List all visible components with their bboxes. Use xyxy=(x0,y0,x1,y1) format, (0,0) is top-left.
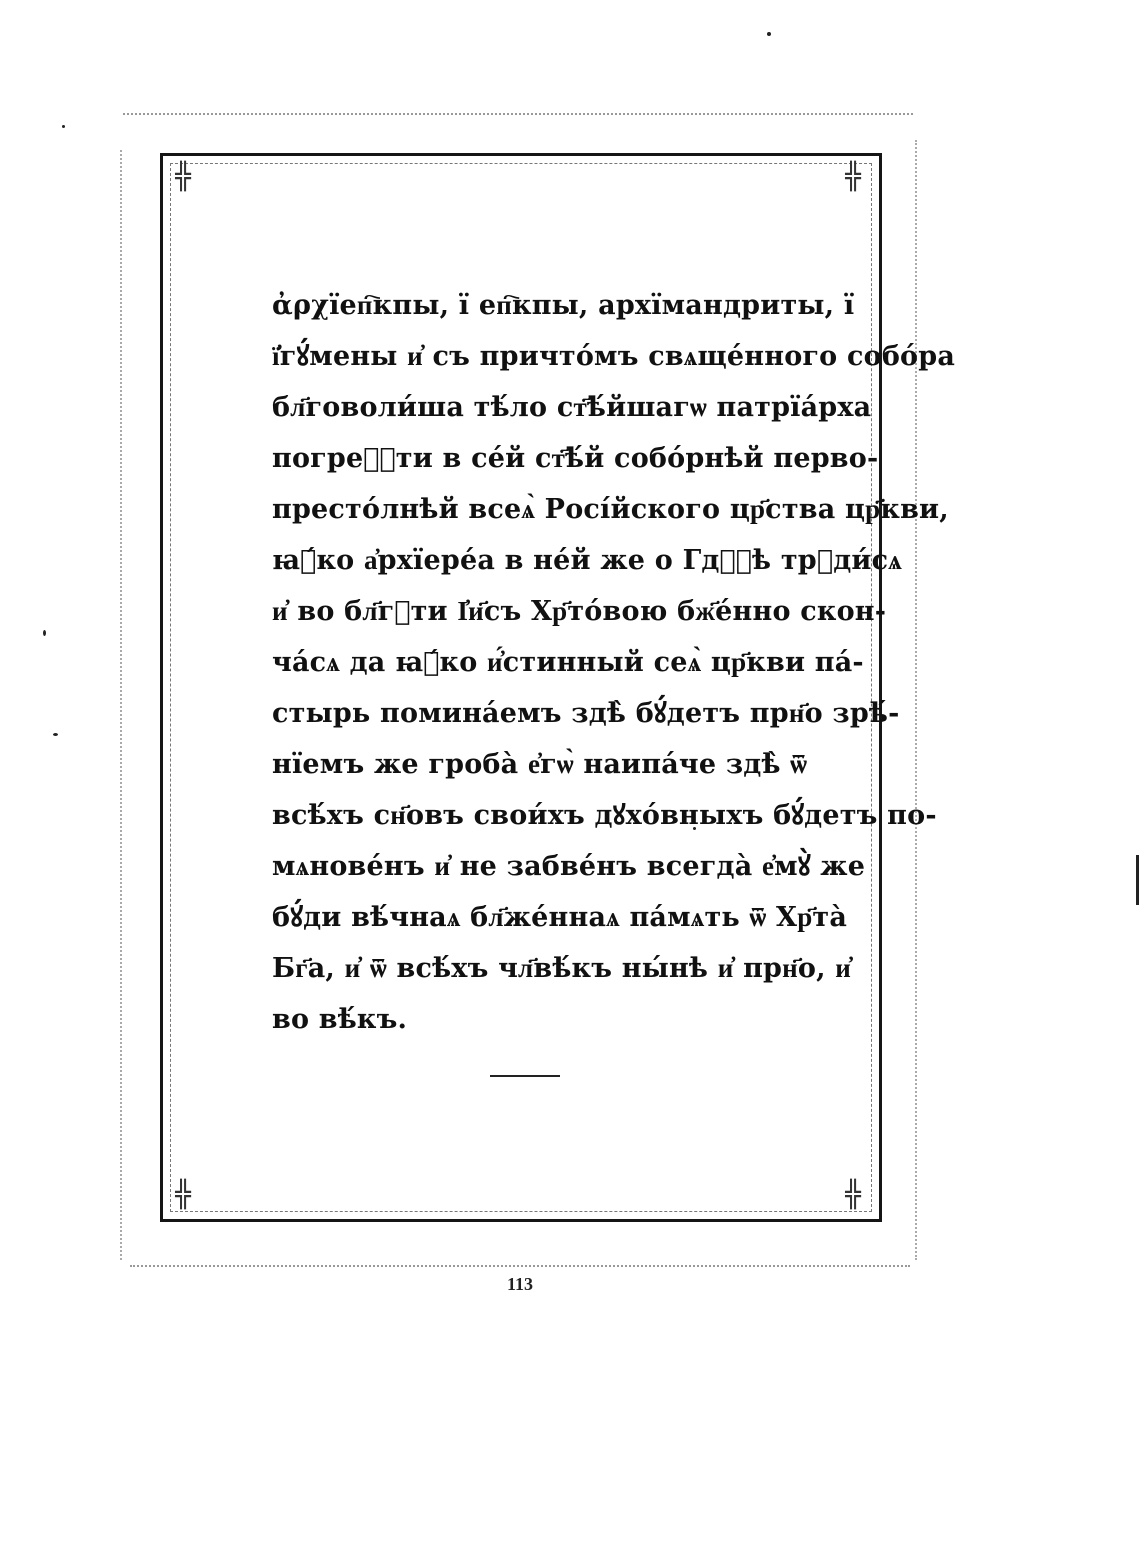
scan-speck xyxy=(767,32,771,36)
text-line: всѣ́хъ сн҃овъ свои́хъ дꙋхо́вныхъ бꙋ́детъ по- xyxy=(272,800,937,831)
text-line: погреⷭ҇ти в се́й ст҃ѣ́й собо́рнѣй перво- xyxy=(272,443,879,474)
text-line: Бг҃а, и҆ ѿ всѣ́хъ чл҃вѣ́къ ны́нѣ и҆ прн҃о, и҆ xyxy=(272,953,852,984)
text-line: во вѣ́къ. xyxy=(272,1004,408,1035)
text-line: ча́сѧ да ꙗ҆́ко и҆́стинный сеѧ̀ цр҃кви па́- xyxy=(272,647,864,678)
right-dotted-border xyxy=(915,140,917,1260)
text-line: мѧнове́нъ и҆ не забве́нъ всегда̀ е҆мꙋ̀ же xyxy=(272,851,866,882)
page-number: 113 xyxy=(506,1274,533,1294)
section-end-rule xyxy=(490,1075,560,1077)
corner-ornament-bottom-right-icon: ╬ xyxy=(845,1180,861,1210)
scan-speck xyxy=(53,733,58,736)
text-line: бл҃говоли́ша тѣ́ло ст҃ѣ́йшагѡ патрїа́рха xyxy=(272,392,872,423)
text-line: ї҆гꙋ́мены и҆ съ причто́мъ свѧще́нного собо́ра xyxy=(272,341,956,372)
text-line: нїемъ же гроба̀ е҆гѡ̀ наипа́че здѣ̀ ѿ xyxy=(272,749,808,780)
top-dotted-border xyxy=(123,113,913,115)
corner-ornament-top-left-icon: ╬ xyxy=(175,162,191,192)
text-line: ꙗ҆́ко а҆рхїере́а в не́й же о Гдⷭ҇ѣ трꙋди́сѧ xyxy=(272,545,902,576)
corner-ornament-top-right-icon: ╬ xyxy=(845,162,861,192)
text-line: стырь помина́емъ здѣ̀ бꙋ́детъ прн҃о зрѣ́- xyxy=(272,698,900,729)
church-slavonic-text xyxy=(272,280,956,1045)
bottom-dotted-border xyxy=(130,1265,910,1267)
text-line: ἀρχїеп҇кпы, ї еп҇кпы, архїмандриты, ї xyxy=(272,290,855,321)
text-line: бꙋ́ди вѣ́чнаѧ бл҃же́ннаѧ па́мѧть ѿ Хр҃та̀ xyxy=(272,902,848,933)
text-line: и҆ во бл҃гⷣти І҆и҃съ Хр҃то́вою бж҃е́нно скон- xyxy=(272,596,887,627)
scan-speck xyxy=(1136,855,1139,905)
scan-speck xyxy=(62,125,65,128)
corner-ornament-bottom-left-icon: ╬ xyxy=(175,1180,191,1210)
text-line: престо́лнѣй всеѧ̀ Росі́йского цр҃ства цр҃кви, xyxy=(272,494,949,525)
scan-speck xyxy=(43,630,46,636)
left-dotted-border xyxy=(120,150,122,1260)
